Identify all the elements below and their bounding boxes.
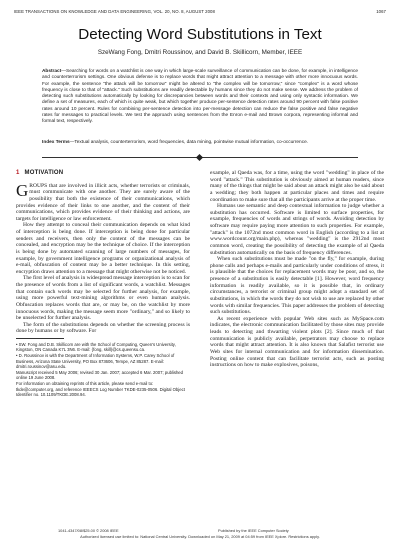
paragraph: The first level of analysis in widespread message interception is to scan for the presence of words from a list of significant words, a watchlist. Messages that contain such words may be selected for further analysis, for example, using more powerful text-mining algorithms or even human analysis. Obfuscation replaces words that are, or may be, on the watchlist by more innocuous words, making the message seem more "ordinary," and so likely to be unselected for further analysis. [16,275,190,322]
running-header [14,9,386,16]
footnotes [16,342,190,397]
left-column [16,170,190,398]
paragraph [16,180,190,223]
paragraph: example, al Qaeda was, for a time, using the word "wedding" in place of the word "attack." This substitution is obviously aimed at human readers, since many of the things that might be said about an attack might also be said about a wedding; they both happen at particular places and times and require coordination to make sure that all the participants arrive at the proper time. [210,170,384,203]
abstract-label: Abstract [42,69,62,74]
abstract-text: —Searching for words on a watchlist is one way in which large-scale surveillance of communication can be done, for example, in intelligence and counterterrorism settings. One obvious defense is to replace words that might attract attention to a message with other more innocuous words. For example, the sentence "the attack will be tomorrow" might be altered to "the complex will be tomorrow," since "complex" is a word whose frequency is close to that of "attack." Such substitutions are readily detectable by humans since they do not make sense. We address the problem of detecting such substitutions automatically by looking for discrepancies between words and their contexts and using only syntactic information. We define a set of measures, each of which is quite weak, but which together produce per-sentence detection rates around 90 percent with false positive rates around 10 percent. Rules for combining per-sentence detection into per-message detection can reduce the false positive and false negative rates for messages to practical levels. We test the approach using sentences from the Enron e-mail and Brown corpora, representing informal and formal text, respectively. [42,69,358,124]
page-number: 1067 [376,9,386,14]
right-column [210,170,384,369]
paragraph: The form of the substitutions depends on whether the screening process is done by humans or by software. For [16,321,190,335]
paragraph: When such substitutions must be made "on the fly," for example, during phone calls and perhaps e-mails and particularly under conditions of stress, it is plausible that the choices for replacement words may be poor, and so, the presence of a substitution is easily detectable [1]. However, word frequency information is readily available, so it is possible that, in ordinary circumstances, a terrorist or criminal group might adopt a standard set of substitutions, in which the words they do not wish to use are replaced by other words with similar frequencies. This paper addresses the problem of detecting such substitutions. [210,256,384,316]
section-title: MOTIVATION [24,170,64,176]
index-terms-label: Index Terms [42,140,70,145]
paragraph: How they attempt to conceal their communication depends on what kind of interception is being done. If interception is being done for particular senders and receivers, then only the content of the messages can be concealed, and encryption may be the technique of choice. If the interception is being done by automated scanning of large numbers of messages, for example, by government intelligence programs or organizational analysis of e-mail, obfuscation of content may be a better technique. In this setting, encryption draws attention to a message that might otherwise not be noticed. [16,222,190,275]
footnote: For information on obtaining reprints of this article, please send e-mail to: tkde@computer.org, and reference IEEECS Log Number TKDE-0235-0506. Digital Object Identifier no. 10.1109/TKDE.2008.94. [16,381,185,397]
drop-cap: G [16,180,29,200]
paper-title: Detecting Word Substitutions in Text [78,26,322,43]
license-footer: Authorized licensed use limited to: National Central University. Downloaded on May 21, 2009 at 04:59 from IEEE Xplore. Restrictions apply. [80,534,320,539]
footnote-rule [16,338,64,339]
lead-smallcaps: ROUPS [29,182,48,189]
index-terms-text: —Textual analysis, counterterrorism, word frequencies, data mining, pointwise mutual information, co-occurrence. [69,140,309,145]
journal-name: IEEE TRANSACTIONS ON KNOWLEDGE AND DATA ENGINEERING, VOL. 20, NO. 8, AUGUST 2008 [14,9,215,14]
section-number: 1 [16,170,20,176]
paragraph-text: that are involved in illicit acts, whether terrorists or criminals, must communicate with one another. They are surely aware of the possibility that both the existence of their communications, which provides evidence of their links to one another, and the content of their communications, which provides evidence of their thinking and actions, are targets for intelligence or law enforcement. [16,182,190,222]
paragraph: As recent experience with popular Web sites such as MySpace.com indicates, the electronic communication facilitated by those sites may provide leads to detecting and thwarting violent plots [2]. Since much of that communication is publicly available, perpetrators may choose to replace words that might attract attention. It is also known that Salafist terrorist use Web sites for internal communication and for information dissemination. Posting online content that can facilitate terrorist acts, such as posting instructions on how to make explosives, poisons, [210,315,384,369]
footnote: • SW. Fong and D.B. Skillicorn are with the School of Computing, Queen's University, Kingston, ON Canada K7L 3N6. E-mail: {fong, skill}@cs.queensu.ca. [16,342,176,353]
copyright-text: 1041-4347/08/$25.00 © 2008 IEEE [58,528,119,533]
author-line: SzeWang Fong, Dmitri Roussinov, and David B. Skillicorn, Member, IEEE [97,49,303,56]
paragraph: Humans use semantic and deep contextual information to judge whether a substitution has occurred. Software is limited to surface properties, for example, frequencies of words and strings of words. Avoiding detection by software may require paying more attention to such properties. For example, "attack" is the 1072nd most common word in English (according to a list at www.wordcount.org/main.php), whereas "wedding" is the 2912nd most common word, creating the possibility of detecting the example of al Qaeda substitution automatically on the basis of frequency differences. [210,203,384,256]
index-terms [42,140,358,146]
abstract [42,69,358,125]
diamond-ornament-icon [196,153,203,160]
publisher-text: Published by the IEEE Computer Society [218,528,289,533]
footnote: • D. Roussinov is with the Department of Information Systems, W.P. Carey School of Business, Arizona State University, PO Box 873606, Tempe, AZ 85287. E-mail: dmitri.roussinov@asu.edu. [16,353,175,369]
section-heading [16,170,190,177]
footnote: Manuscript received 5 May 2006; revised 30 Jan. 2007; accepted 6 Mar. 2007; published online 19 June 2008. [16,370,184,381]
